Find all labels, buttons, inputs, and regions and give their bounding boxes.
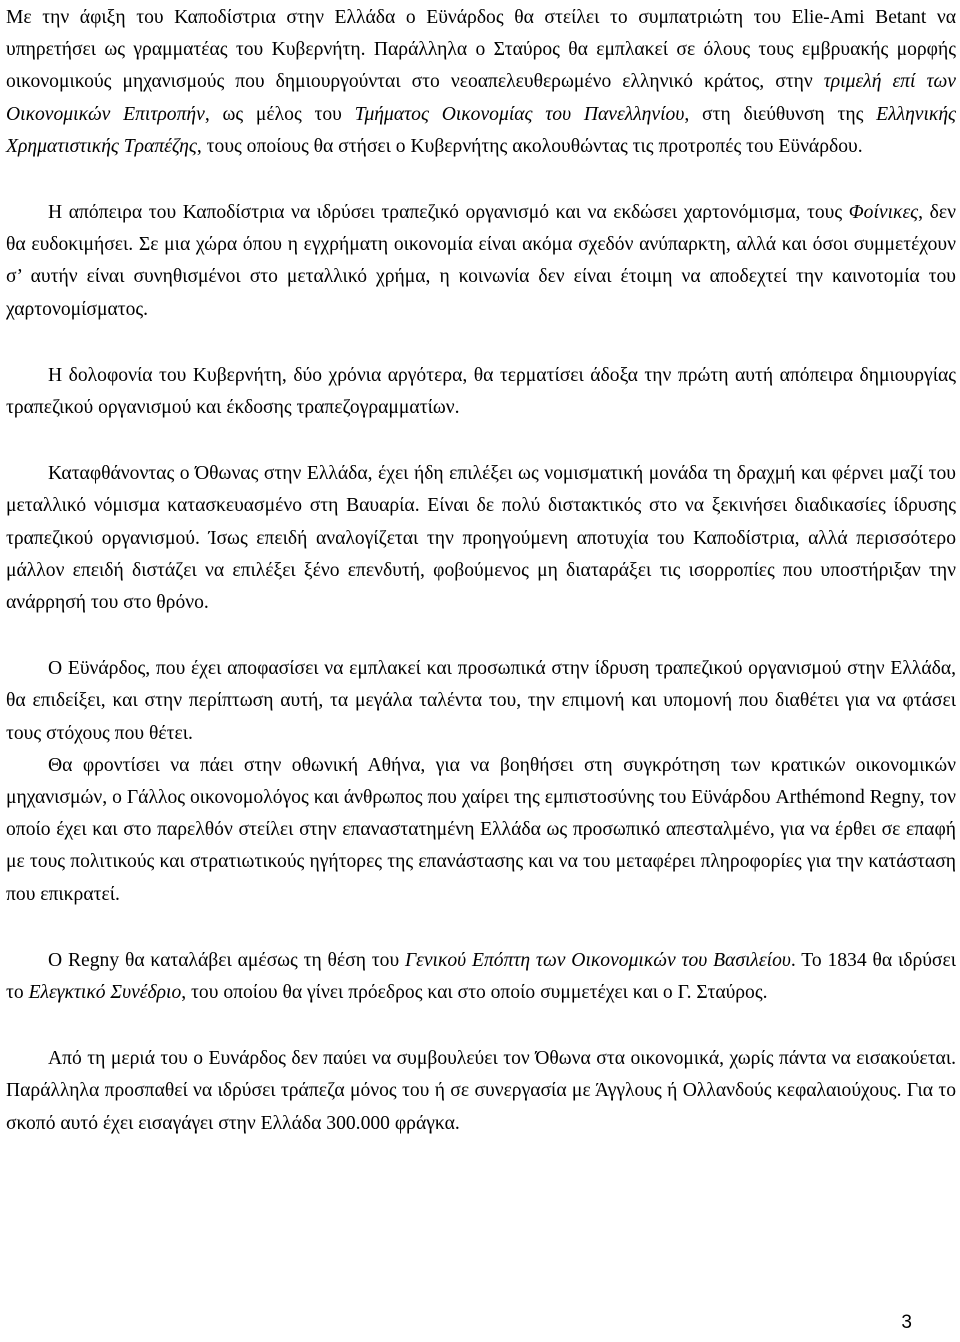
italic-text-segment: Ελεγκτικό Συνέδριο: [28, 982, 182, 1004]
document-page: [6, 2, 956, 1140]
italic-text-segment: Γενικού Επόπτη των Οικονομικών του Βασιλείου: [404, 949, 791, 971]
paragraph: [6, 360, 956, 424]
italic-text-segment: Φοίνικες: [848, 202, 919, 224]
text-segment: . Το 1834 θα ιδρύσει το: [6, 949, 956, 1004]
text-segment: , στη διεύθυνση της: [684, 103, 877, 125]
text-segment: Θα φροντίσει να πάει στην οθωνική Αθήνα, για να βοηθήσει στη συγκρότηση των κρατικών οικονομικών μηχανισμών, ο Γάλλος οικονομολόγος και άνθρωπος που χαίρει της εμπιστοσύνης του Εϋνάρδου Arthémond Regny, τον οποίο έχει και στο παρελθόν στείλει στην επαναστατημένη Ελλάδα ως προσωπικό απεσταλμένο, για να έρθει σε επαφή με τους πολιτικούς και στρατιωτικούς ηγήτορες της επανάστασης και να του μεταφέρει πληροφορίες για την κατάσταση που επικρατεί.: [6, 754, 956, 905]
paragraph: [6, 945, 956, 1009]
text-segment: Η δολοφονία του Κυβερνήτη, δύο χρόνια αργότερα, θα τερματίσει άδοξα την πρώτη αυτή απόπειρα δημιουργίας τραπεζικού οργανισμού και έκδοσης τραπεζογραμματίων.: [6, 364, 956, 419]
paragraph: [6, 197, 956, 326]
text-segment: Η απόπειρα του Καποδίστρια να ιδρύσει τραπεζικό οργανισμό και να εκδώσει χαρτονόμισμα, τους: [48, 202, 849, 224]
text-segment: Καταφθάνοντας ο Όθωνας στην Ελλάδα, έχει ήδη επιλέξει ως νομισματική μονάδα τη δραχμή και φέρνει μαζί του μεταλλικό νόμισμα κατασκευασμένο στη Βαυαρία. Είναι δε πολύ διστακτικός στο να ξεκινήσει διαδικασίες ίδρυσης τραπεζικού οργανισμού. Ίσως επειδή αναλογίζεται την προηγούμενη αποτυχία του Καποδίστρια, αλλά περισσότερο μάλλον επειδή διστάζει να επιλέξει ξένο επενδυτή, φοβούμενος μη διαταράξει τις ισορροπίες που υποστήριξαν την ανάρρησή του στο θρόνο.: [6, 463, 956, 614]
text-segment: , τους οποίους θα στήσει ο Κυβερνήτης ακολουθώντας τις προτροπές του Εϋνάρδου.: [196, 135, 863, 157]
text-segment: Από τη μεριά του ο Ευνάρδος δεν παύει να συμβουλεύει τον Όθωνα στα οικονομικά, χωρίς πάντα να εισακούεται. Παράλληλα προσπαθεί να ιδρύσει τράπεζα μόνος του ή σε συνεργασία με Άγγλους ή Ολλανδούς κεφαλαιούχους. Για το σκοπό αυτό έχει εισαγάγει στην Ελλάδα 300.000 φράγκα.: [6, 1048, 956, 1134]
paragraph: [6, 458, 956, 619]
text-segment: , του οποίου θα γίνει πρόεδρος και στο οποίο συμμετέχει και ο Γ. Σταύρος.: [181, 982, 768, 1004]
paragraph: [6, 750, 956, 911]
paragraph: [6, 2, 956, 163]
paragraph: [6, 653, 956, 750]
paragraph: [6, 1043, 956, 1140]
text-segment: , ως μέλος του: [204, 103, 355, 125]
italic-text-segment: τριμελή επί των Οικονομικών Επιτροπήν: [6, 71, 956, 125]
page-number: 3: [901, 1312, 912, 1333]
text-segment: Με την άφιξη του Καποδίστρια στην Ελλάδα ο Εϋνάρδος θα στείλει το συμπατριώτη του Elie-Ami Betant να υπηρετήσει ως γραμματέας του Κυβερνήτη. Παράλληλα ο Σταύρος θα εμπλακεί σε όλους τους εμβρυακής μορφής οικονομικούς μηχανισμούς που δημιουργούνται στο νεοαπελευθερωμένο ελληνικό κράτος, στην: [6, 7, 956, 93]
text-segment: Ο Εϋνάρδος, που έχει αποφασίσει να εμπλακεί και προσωπικά στην ίδρυση τραπεζικού οργανισμού στην Ελλάδα, θα επιδείξει, και στην περίπτωση αυτή, τα μεγάλα ταλέντα του, την επιμονή και υπομονή που διαθέτει για να φτάσει τους στόχους που θέτει.: [6, 658, 956, 744]
italic-text-segment: Ελληνικής Χρηματιστικής Τραπέζης: [6, 103, 957, 157]
text-segment: , δεν θα ευδοκιμήσει. Σε μια χώρα όπου η εγχρήματη οικονομία είναι ακόμα σχεδόν ανύπαρκτη, αλλά και όσοι συμμετέχουν σ’ αυτήν είναι συνηθισμένοι στο μεταλλικό χρήμα, η κοινωνία δεν είναι έτοιμη να αποδεχτεί την καινοτομία του χαρτονομίσματος.: [6, 202, 956, 320]
italic-text-segment: Τμήματος Οικονομίας του Πανελληνίου: [354, 103, 685, 125]
text-segment: O Regny θα καταλάβει αμέσως τη θέση του: [48, 949, 405, 971]
